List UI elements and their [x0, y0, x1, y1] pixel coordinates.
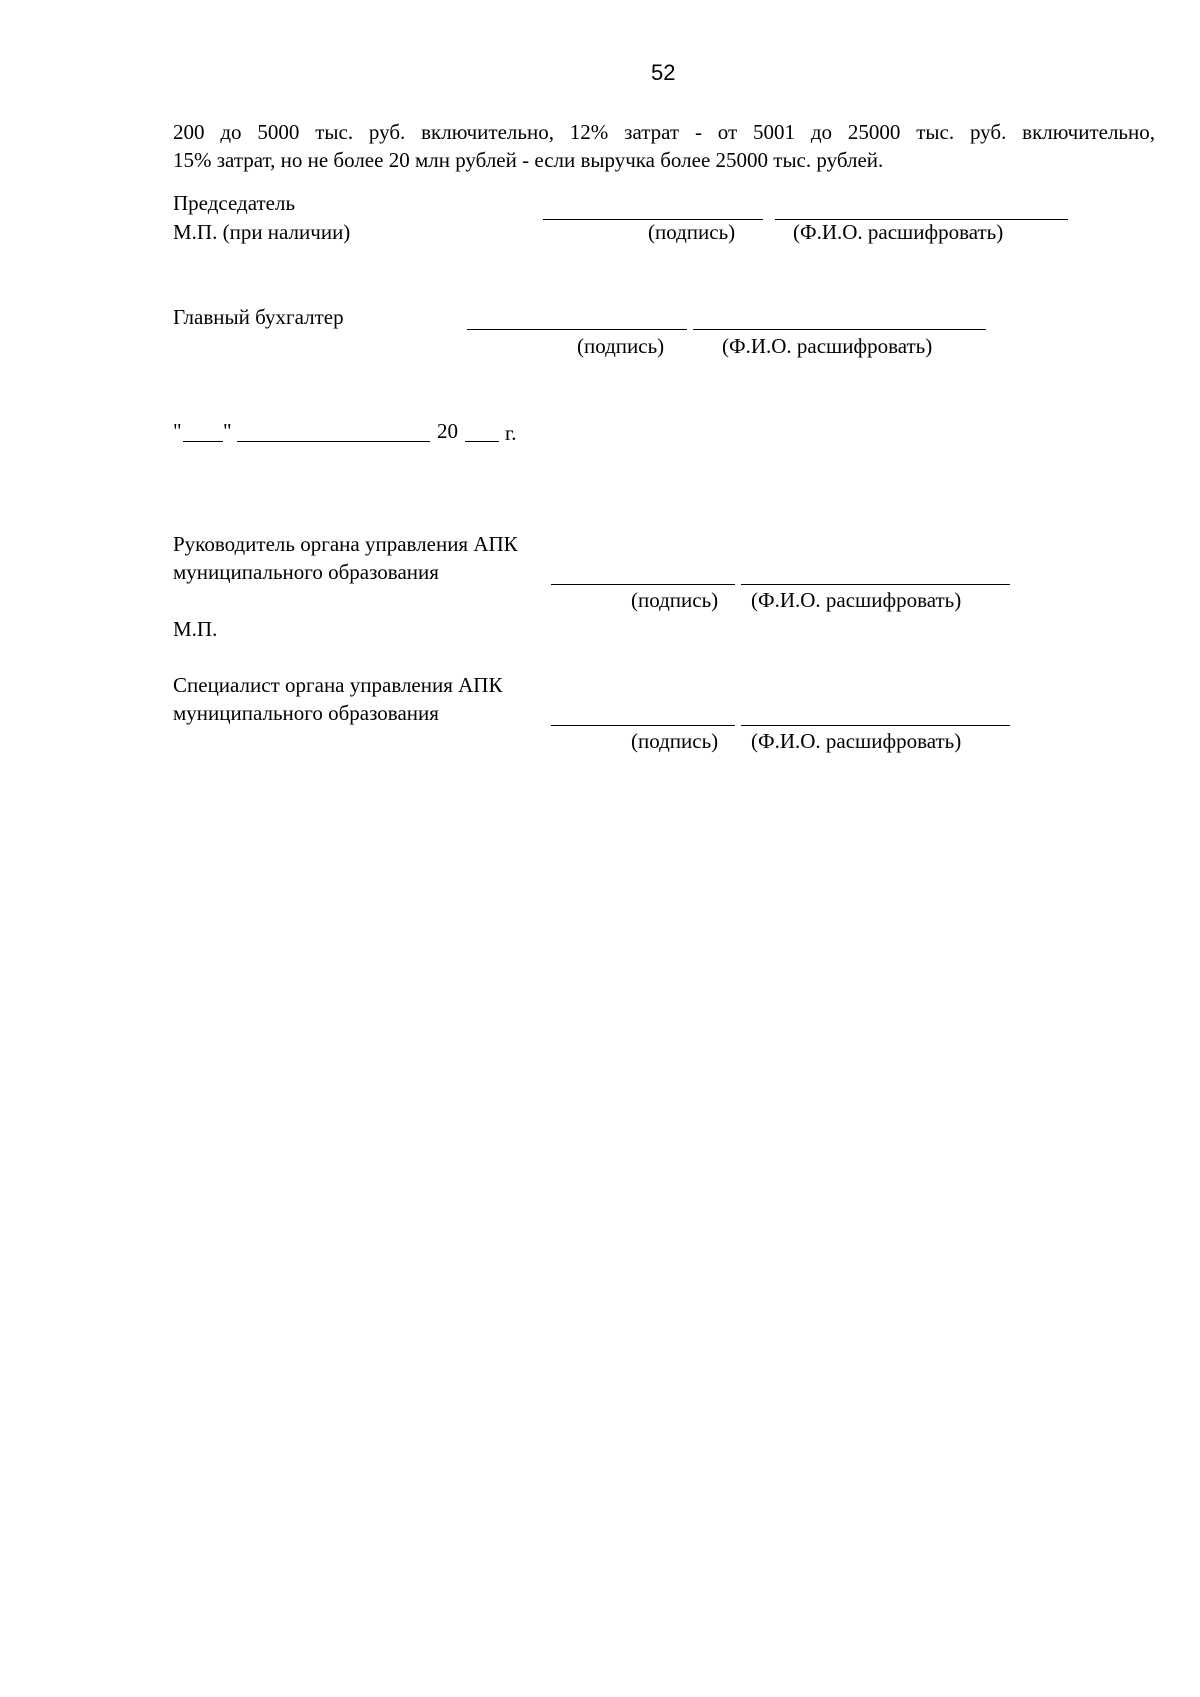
- apk-head-stamp-label: М.П.: [173, 617, 218, 641]
- apk-head-name-line: [741, 584, 1010, 585]
- apk-specialist-name-caption: (Ф.И.О. расшифровать): [751, 729, 962, 753]
- page-number: 52: [651, 60, 676, 85]
- chief-accountant-name-caption: (Ф.И.О. расшифровать): [722, 334, 933, 358]
- date-year-prefix: 20: [437, 419, 458, 443]
- date-day-open-quote: ": [173, 419, 182, 443]
- date-day-close-quote: ": [223, 419, 232, 443]
- chairman-signature-caption: (подпись): [648, 220, 736, 244]
- chairman-title: Председатель: [173, 191, 296, 215]
- apk-specialist-signature-line: [551, 725, 735, 726]
- apk-specialist-title-line-2: муниципального образования: [173, 701, 439, 725]
- chief-accountant-name-line: [693, 329, 986, 330]
- apk-specialist-title-line-1: Специалист органа управления АПК: [173, 673, 503, 697]
- date-day-blank: [183, 441, 223, 442]
- chief-accountant-signature-line: [467, 329, 687, 330]
- paragraph-line-2: 15% затрат, но не более 20 млн рублей - если выручка более 25000 тыс. рублей.: [173, 148, 884, 172]
- chairman-name-caption: (Ф.И.О. расшифровать): [793, 220, 1004, 244]
- chief-accountant-signature-caption: (подпись): [577, 334, 665, 358]
- chairman-stamp-label: М.П. (при наличии): [173, 220, 351, 244]
- apk-head-signature-line: [551, 584, 735, 585]
- apk-head-title-line-2: муниципального образования: [173, 560, 439, 584]
- apk-head-signature-caption: (подпись): [631, 588, 719, 612]
- apk-specialist-signature-caption: (подпись): [631, 729, 719, 753]
- date-year-suffix: г.: [505, 421, 517, 445]
- date-year-blank: [465, 441, 499, 442]
- paragraph-line-1: 200 до 5000 тыс. руб. включительно, 12% затрат - от 5001 до 25000 тыс. руб. включительно,: [173, 120, 1155, 144]
- apk-head-name-caption: (Ф.И.О. расшифровать): [751, 588, 962, 612]
- apk-specialist-name-line: [741, 725, 1010, 726]
- date-month-blank: [237, 441, 430, 442]
- chief-accountant-title: Главный бухгалтер: [173, 305, 344, 329]
- continuation-paragraph: [173, 118, 1155, 174]
- apk-head-title-line-1: Руководитель органа управления АПК: [173, 532, 518, 556]
